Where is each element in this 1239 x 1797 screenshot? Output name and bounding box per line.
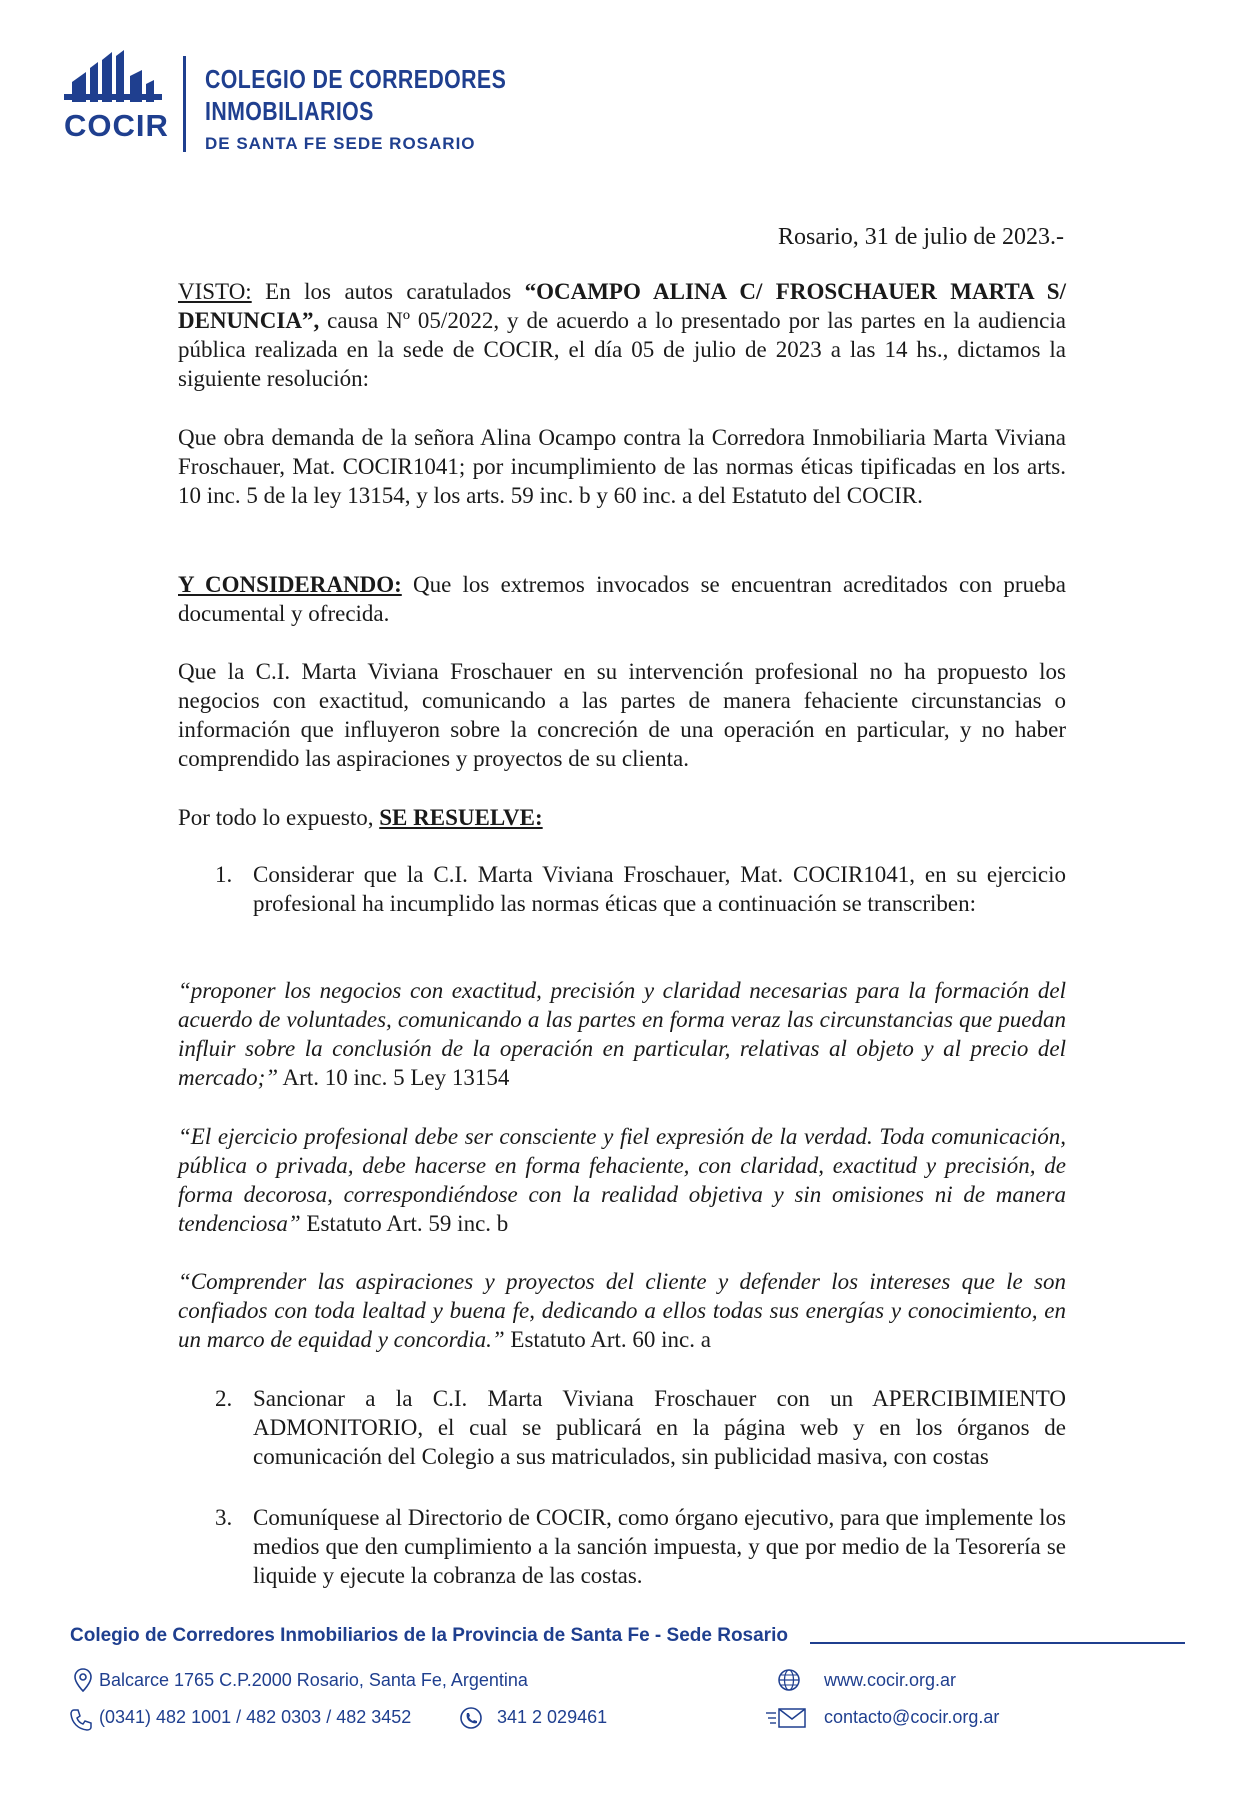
location-pin-icon: [70, 1667, 96, 1693]
quote-text: “El ejercicio profesional debe ser consciente y fiel expresión de la verdad. Toda comunicación, pública o privada, debe hacerse en forma fehaciente, con claridad, exactitud y precisión, de forma decorosa, correspondiéndose con la realidad objetiva y sin omisiones ni de manera tendenciosa”: [178, 1124, 1066, 1236]
resolution-item: [215, 1384, 1066, 1471]
org-name-line1: COLEGIO DE CORREDORES: [205, 64, 507, 94]
visto-paragraph: [178, 277, 1066, 393]
footer-divider: [810, 1642, 1185, 1644]
considerando-paragraph: [178, 570, 1066, 628]
email-icon: [764, 1705, 808, 1731]
logo-divider: [183, 56, 186, 152]
quote-source: Estatuto Art. 60 inc. a: [504, 1327, 711, 1352]
visto-label: VISTO:: [178, 279, 252, 304]
considerando-label: Y CONSIDERANDO:: [178, 572, 402, 597]
globe-icon: [776, 1667, 802, 1693]
quote-source: Estatuto Art. 59 inc. b: [300, 1211, 509, 1236]
resuelve-label: SE RESUELVE:: [379, 805, 543, 830]
quote-paragraph: [178, 1267, 1066, 1354]
resolution-item: [215, 860, 1066, 918]
considerando-text: Que los extremos invocados se encuentran acreditados con prueba documental y ofrecida.: [178, 572, 1066, 626]
item-number: 3.: [215, 1505, 233, 1530]
phone-icon: [68, 1707, 94, 1733]
quote-text: “Comprender las aspiraciones y proyectos del cliente y defender los intereses que le son confiados con toda lealtad y buena fe, dedicando a ellos todas sus energías y conocimiento, en un marco de equidad y concordia.”: [178, 1269, 1066, 1352]
item-text: Considerar que la C.I. Marta Viviana Froschauer, Mat. COCIR1041, en su ejercicio profesional ha incumplido las normas éticas que a continuación se transcriben:: [253, 862, 1066, 916]
footer-address: Balcarce 1765 C.P.2000 Rosario, Santa Fe, Argentina: [99, 1670, 528, 1690]
org-name-line3: DE SANTA FE SEDE ROSARIO: [205, 134, 476, 153]
item-text: Sancionar a la C.I. Marta Viviana Froschauer con un APERCIBIMIENTO ADMONITORIO, el cual se publicará en la página web y en los órganos de comunicación del Colegio a sus matriculados, sin publicidad masiva, con costas: [253, 1386, 1066, 1469]
item-number: 2.: [215, 1386, 233, 1411]
quote-text: “proponer los negocios con exactitud, precisión y claridad necesarias para la formación del acuerdo de voluntades, comunicando a las partes en forma veraz las circunstancias que puedan influir sobre la conclusión de la operación en particular, relativas al objeto y al precio del mercado;”: [178, 978, 1066, 1090]
item-number: 1.: [215, 862, 233, 887]
whatsapp-icon: [458, 1705, 484, 1731]
document-date: Rosario, 31 de julio de 2023.-: [778, 224, 1064, 250]
quote-source: Art. 10 inc. 5 Ley 13154: [278, 1065, 510, 1090]
demanda-paragraph: Que obra demanda de la señora Alina Ocampo contra la Corredora Inmobiliaria Marta Viviana Froschauer, Mat. COCIR1041; por incumplimiento de las normas éticas tipificadas en los arts. 10 inc. 5 de la ley 13154, y los arts. 59 inc. b y 60 inc. a del Estatuto del COCIR.: [178, 425, 1066, 508]
footer-phones[interactable]: (0341) 482 1001 / 482 0303 / 482 3452: [99, 1707, 412, 1727]
org-name-line2: INMOBILIARIOS: [205, 96, 374, 126]
footer-website[interactable]: www.cocir.org.ar: [824, 1670, 957, 1690]
resuelve-paragraph: [178, 803, 1066, 832]
resolution-item: [215, 1503, 1066, 1590]
logo-wordmark: COCIR: [64, 108, 169, 143]
footer-title: Colegio de Corredores Inmobiliarios de la Provincia de Santa Fe - Sede Rosario: [70, 1625, 788, 1646]
quote-paragraph: [178, 976, 1066, 1092]
footer-whatsapp[interactable]: 341 2 029461: [497, 1707, 608, 1727]
quote-paragraph: [178, 1122, 1066, 1238]
resuelve-prefix: Por todo lo expuesto,: [178, 805, 380, 830]
intervencion-paragraph: Que la C.I. Marta Viviana Froschauer en su intervención profesional no ha propuesto los negocios con exactitud, comunicando a las partes de manera fehaciente circunstancias o información que influyeron sobre la concreción de una operación en particular, y no haber comprendido las aspiraciones y proyectos de su clienta.: [178, 659, 1066, 771]
item-text: Comuníquese al Directorio de COCIR, como órgano ejecutivo, para que implemente los medios que den cumplimiento a la sanción impuesta, y que por medio de la Tesorería se liquide y ejecute la cobranza de las costas.: [253, 1505, 1066, 1588]
visto-text-a: En los autos caratulados: [251, 279, 525, 304]
footer-email[interactable]: contacto@cocir.org.ar: [824, 1707, 1000, 1727]
visto-text-b: causa Nº 05/2022, y de acuerdo a lo presentado por las partes en la audiencia pública realizada en la sede de COCIR, el día 05 de julio de 2023 a las 14 hs., dictamos la siguiente resolución:: [178, 308, 1066, 391]
case-title: “OCAMPO ALINA C/ FROSCHAUER MARTA S/ DENUNCIA”,: [178, 279, 1066, 333]
